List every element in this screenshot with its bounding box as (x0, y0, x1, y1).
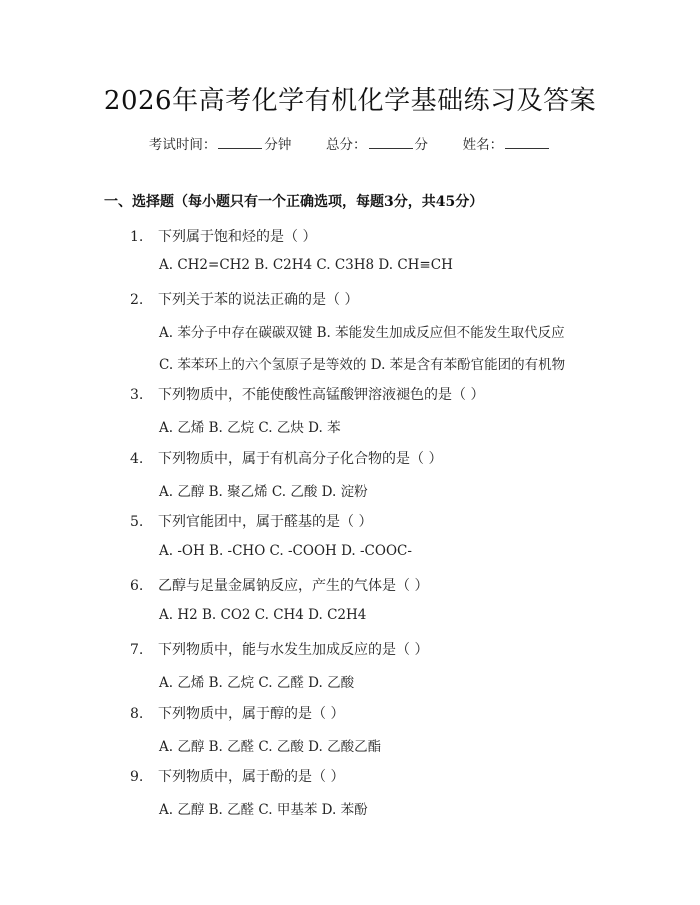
question-number: 8. (130, 706, 144, 722)
question-text: 下列物质中，能与水发生加成反应的是（ ） (158, 642, 429, 658)
question-number: 3. (130, 387, 144, 403)
question-text: 下列物质中，属于有机高分子化合物的是（ ） (158, 451, 443, 467)
question-text: 下列属于饱和烃的是（ ） (158, 229, 317, 245)
question-options: A. 乙醇 B. 聚乙烯 C. 乙酸 D. 淀粉 (159, 484, 368, 500)
question-options: A. 苯分子中存在碳碳双键 B. 苯能发生加成反应但不能发生取代反应 (159, 325, 565, 341)
name-label: 姓名： (462, 137, 504, 153)
time-label: 考试时间： (148, 137, 217, 153)
question-options: C. 苯苯环上的六个氢原子是等效的 D. 苯是含有苯酚官能团的有机物 (159, 357, 566, 373)
question-text: 下列官能团中，属于醛基的是（ ） (158, 514, 373, 530)
question-options: A. 乙醇 B. 乙醛 C. 乙酸 D. 乙酸乙酯 (159, 739, 382, 755)
question-number: 2. (130, 292, 144, 308)
question-options: A. 乙醇 B. 乙醛 C. 甲基苯 D. 苯酚 (159, 802, 368, 818)
question-text: 下列物质中，不能使酸性高锰酸钾溶液褪色的是（ ） (158, 387, 485, 403)
name-blank (505, 136, 549, 149)
time-blank (218, 136, 262, 149)
question (130, 575, 428, 595)
question (130, 766, 344, 786)
time-unit: 分钟 (264, 137, 292, 153)
question-options: A. 乙烯 B. 乙烷 C. 乙醛 D. 乙酸 (159, 675, 355, 691)
question-options: A. H2 B. CO2 C. CH4 D. C2H4 (159, 607, 367, 623)
question-number: 1. (130, 229, 144, 245)
question-number: 5. (130, 514, 144, 530)
score-label: 总分： (326, 137, 367, 153)
score-blank (369, 136, 413, 149)
question-options: A. CH2=CH2 B. C2H4 C. C3H8 D. CH≡CH (159, 257, 453, 273)
question-number: 7. (130, 642, 144, 658)
question-options: A. 乙烯 B. 乙烷 C. 乙炔 D. 苯 (159, 420, 341, 436)
question (130, 703, 344, 723)
question-number: 9. (130, 769, 144, 785)
question-text: 下列物质中，属于醇的是（ ） (158, 706, 345, 722)
question (130, 511, 372, 531)
question-number: 6. (130, 578, 144, 594)
question-options: A. -OH B. -CHO C. -COOH D. -COOC- (159, 543, 412, 559)
score-unit: 分 (414, 137, 428, 153)
question (130, 226, 316, 246)
question (130, 448, 442, 468)
document-title: 2026年高考化学有机化学基础练习及答案 (103, 86, 597, 116)
question-text: 下列关于苯的说法正确的是（ ） (158, 292, 359, 308)
section-heading: 一、选择题（每小题只有一个正确选项，每题3分，共45分） (104, 194, 484, 210)
question-number: 4. (130, 451, 144, 467)
question (130, 384, 484, 404)
question-text: 下列物质中，属于酚的是（ ） (158, 769, 345, 785)
question (130, 289, 358, 309)
question-text: 乙醇与足量金属钠反应，产生的气体是（ ） (158, 578, 429, 594)
question (130, 639, 428, 659)
exam-info-line (0, 133, 700, 153)
